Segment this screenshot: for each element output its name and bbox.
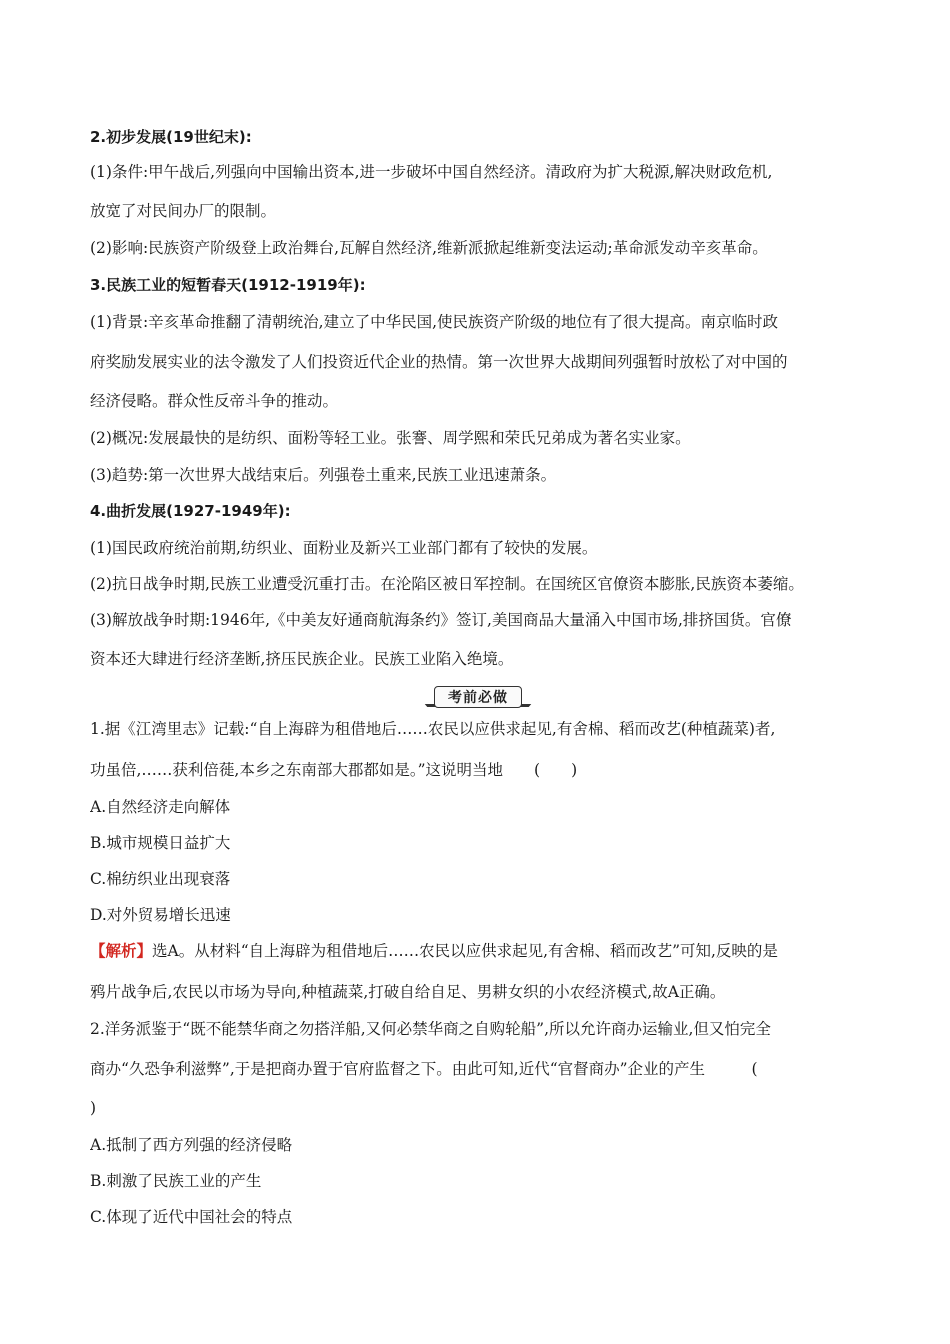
section-4-point-2: (2)抗日战争时期,民族工业遭受沉重打击。在沦陷区被日军控制。在国统区官僚资本膨胀,民族资本萎缩。 — [90, 575, 804, 593]
section-2-conditions-line-1: (1)条件:甲午战后,列强向中国输出资本,进一步破坏中国自然经济。清政府为扩大税源,解决财政危机, — [90, 163, 773, 181]
section-3-background-line-3: 经济侵略。群众性反帝斗争的推动。 — [90, 392, 339, 410]
analysis-text: 选A。从材料“自上海辟为租借地后……农民以应供求起见,有舍棉、稻而改艺”可知,反映的是 — [152, 942, 778, 960]
section-4-point-1: (1)国民政府统治前期,纺织业、面粉业及新兴工业部门都有了较快的发展。 — [90, 539, 598, 557]
question-2-option-b: B.刺激了民族工业的产生 — [90, 1172, 262, 1190]
question-2-option-a: A.抵制了西方列强的经济侵略 — [90, 1136, 293, 1154]
question-2-option-c: C.体现了近代中国社会的特点 — [90, 1208, 293, 1226]
section-3-overview: (2)概况:发展最快的是纺织、面粉等轻工业。张謇、周学熙和荣氏兄弟成为著名实业家。 — [90, 429, 691, 447]
section-3-background-line-1: (1)背景:辛亥革命推翻了清朝统治,建立了中华民国,使民族资产阶级的地位有了很大提高。南京临时政 — [90, 313, 779, 331]
section-3-background-line-2: 府奖励发展实业的法令激发了人们投资近代企业的热情。第一次世界大战期间列强暂时放松了对中国的 — [90, 353, 788, 371]
question-1-option-d: D.对外贸易增长迅速 — [90, 906, 231, 924]
question-2-stem-line-3: ) — [90, 1099, 97, 1117]
question-1-analysis-line-2: 鸦片战争后,农民以市场为导向,种植蔬菜,打破自给自足、男耕女织的小农经济模式,故A正确。 — [90, 983, 726, 1001]
question-1-stem-line-2: 功虽倍,……获利倍蓰,本乡之东南部大郡都如是。”这说明当地 ( ) — [90, 761, 578, 779]
question-1-option-b: B.城市规模日益扩大 — [90, 834, 231, 852]
question-1-option-a: A.自然经济走向解体 — [90, 798, 231, 816]
question-2-stem-line-1: 2.洋务派鉴于“既不能禁华商之勿搭洋船,又何必禁华商之自购轮船”,所以允许商办运输业,但又怕完全 — [90, 1020, 771, 1038]
section-2-heading: 2.初步发展(19世纪末): — [90, 128, 252, 146]
section-2-impact: (2)影响:民族资产阶级登上政治舞台,瓦解自然经济,维新派掀起维新变法运动;革命派发动辛亥革命。 — [90, 239, 768, 257]
section-3-trend: (3)趋势:第一次世界大战结束后。列强卷土重来,民族工业迅速萧条。 — [90, 466, 557, 484]
section-2-conditions-line-2: 放宽了对民间办厂的限制。 — [90, 202, 277, 220]
pre-exam-badge — [426, 684, 530, 710]
badge-label: 考前必做 — [434, 686, 522, 708]
question-2-stem-line-2: 商办“久恐争利滋弊”,于是把商办置于官府监督之下。由此可知,近代“官督商办”企业的产生 ( — [90, 1060, 758, 1078]
question-1-analysis-line-1 — [90, 940, 865, 962]
section-4-heading: 4.曲折发展(1927-1949年): — [90, 502, 291, 520]
section-4-point-3-line-1: (3)解放战争时期:1946年,《中美友好通商航海条约》签订,美国商品大量涌入中国市场,排挤国货。官僚 — [90, 611, 792, 629]
analysis-label: 【解析】 — [90, 942, 153, 960]
section-3-heading: 3.民族工业的短暂春天(1912-1919年): — [90, 276, 366, 294]
question-1-option-c: C.棉纺织业出现衰落 — [90, 870, 231, 888]
section-4-point-3-line-2: 资本还大肆进行经济垄断,挤压民族企业。民族工业陷入绝境。 — [90, 650, 514, 668]
question-1-stem-line-1: 1.据《江湾里志》记载:“自上海辟为租借地后……农民以应供求起见,有舍棉、稻而改艺(种植蔬菜)者, — [90, 720, 776, 738]
